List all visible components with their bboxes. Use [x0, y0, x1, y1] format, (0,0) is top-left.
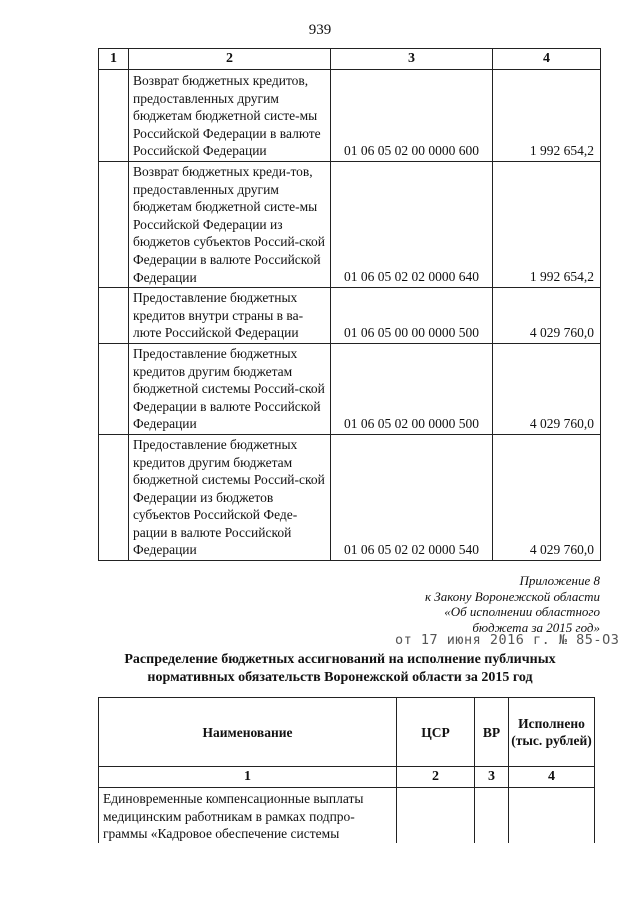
row-amount: 4 029 760,0 [493, 434, 601, 560]
column-number-2: 2 [129, 49, 331, 70]
row-csr [397, 788, 475, 843]
table-row [99, 343, 601, 434]
empty-cell [99, 162, 129, 288]
row-code: 01 06 05 00 00 0000 500 [331, 288, 493, 344]
obligations-table [98, 697, 595, 843]
row-name: Единовременные компенсационные выплаты медицинским работникам в рамках подпро-граммы «Кадровое обеспечение системы [99, 788, 397, 843]
row-amount: 1 992 654,2 [493, 162, 601, 288]
sources-table [98, 48, 601, 561]
document-title [80, 651, 600, 687]
header-vr: ВР [475, 698, 509, 767]
column-number-3: 3 [475, 767, 509, 788]
row-code: 01 06 05 02 00 0000 500 [331, 343, 493, 434]
appendix-note [320, 573, 600, 635]
appendix-line: Приложение 8 [519, 573, 600, 588]
empty-cell [99, 288, 129, 344]
empty-cell [99, 434, 129, 560]
table-row [99, 162, 601, 288]
column-numbers-row [99, 767, 595, 788]
date-stamp: от 17 июня 2016 г. № 85-ОЗ [395, 632, 620, 648]
row-name: Предоставление бюджетных кредитов другим бюджетам бюджетной системы Россий-ской Федерации в валюте Российской Федерации [129, 343, 331, 434]
column-number-2: 2 [397, 767, 475, 788]
row-amount: 4 029 760,0 [493, 343, 601, 434]
column-number-4: 4 [509, 767, 595, 788]
header-csr: ЦСР [397, 698, 475, 767]
row-code: 01 06 05 02 00 0000 600 [331, 70, 493, 162]
column-number-4: 4 [493, 49, 601, 70]
column-number-3: 3 [331, 49, 493, 70]
title-line: нормативных обязательств Воронежской области за 2015 год [147, 670, 533, 685]
row-name: Возврат бюджетных креди-тов, предоставленных другим бюджетам бюджетной систе-мы Российской Федерации из бюджетов субъектов Россий-ской Федерации в валюте Российской Федерации [129, 162, 331, 288]
row-amount: 1 992 654,2 [493, 70, 601, 162]
appendix-line: «Об исполнении областного [444, 604, 600, 619]
table-header-row [99, 698, 595, 767]
row-name: Предоставление бюджетных кредитов внутри страны в ва-люте Российской Федерации [129, 288, 331, 344]
table-row [99, 434, 601, 560]
appendix-line: к Закону Воронежской области [424, 588, 600, 604]
header-amount: Исполнено (тыс. рублей) [509, 698, 595, 767]
empty-cell [99, 343, 129, 434]
page-number: 939 [308, 22, 332, 38]
table-row [99, 288, 601, 344]
row-code: 01 06 05 02 02 0000 640 [331, 162, 493, 288]
appendix-line: бюджета за 2015 год» [472, 619, 600, 635]
title-line: Распределение бюджетных ассигнований на исполнение публичных [124, 652, 556, 667]
table-header-row [99, 49, 601, 70]
table-row [99, 70, 601, 162]
header-name: Наименование [99, 698, 397, 767]
row-vr [475, 788, 509, 843]
row-name: Предоставление бюджетных кредитов другим бюджетам бюджетной системы Россий-ской Федерации из бюджетов субъектов Российской Феде-рации в валюте Российской Федерации [129, 434, 331, 560]
row-name: Возврат бюджетных кредитов, предоставленных другим бюджетам бюджетной систе-мы Российской Федерации в валюте Российской Федерации [129, 70, 331, 162]
row-amount [509, 788, 595, 843]
empty-cell [99, 70, 129, 162]
column-number-1: 1 [99, 49, 129, 70]
row-code: 01 06 05 02 02 0000 540 [331, 434, 493, 560]
column-number-1: 1 [99, 767, 397, 788]
row-amount: 4 029 760,0 [493, 288, 601, 344]
table-row [99, 788, 595, 843]
